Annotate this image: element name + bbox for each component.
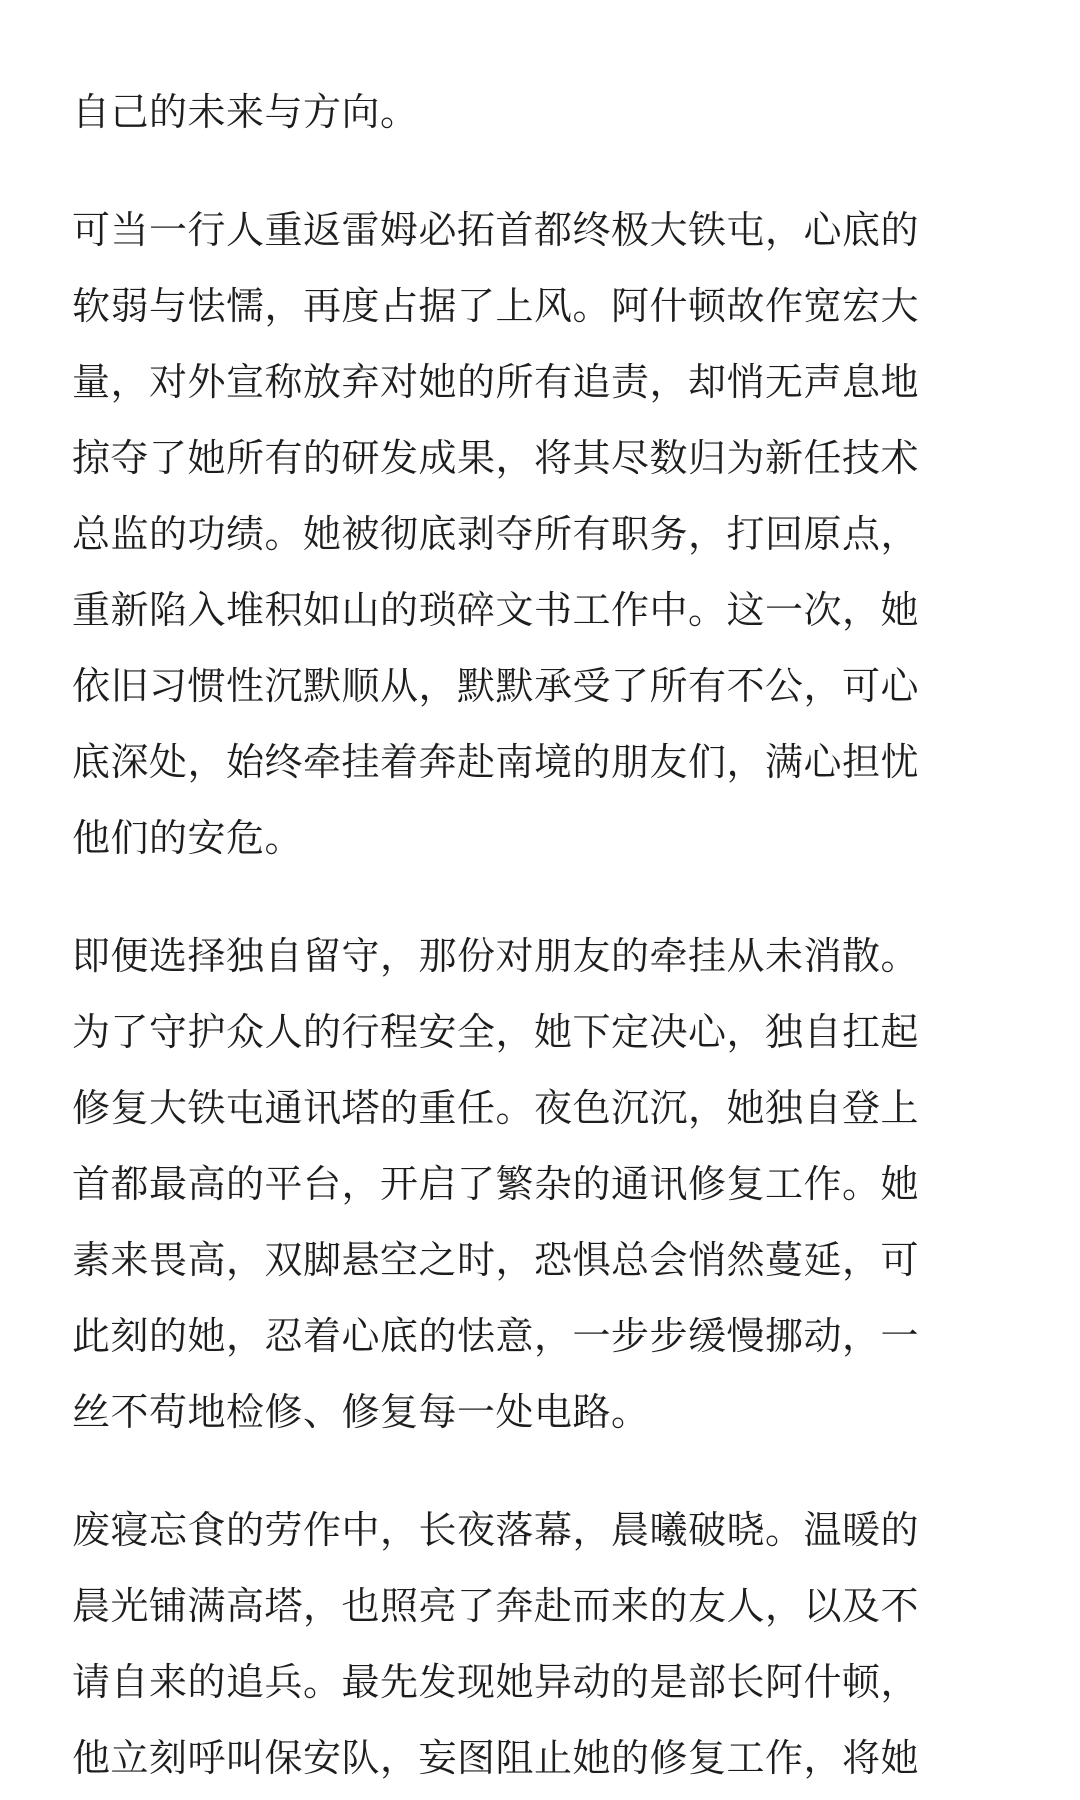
- text-line: 可当一行人重返雷姆必拓首都终极大铁屯，心底的: [72, 208, 920, 252]
- text-line: 他立刻呼叫保安队，妄图阻止她的修复工作，将她: [72, 1736, 920, 1780]
- text-line: 晨光铺满高塔，也照亮了奔赴而来的友人，以及不: [72, 1584, 920, 1628]
- text-line: 丝不苟地检修、修复每一处电路。: [72, 1390, 650, 1434]
- text-line: 掠夺了她所有的研发成果，将其尽数归为新任技术: [72, 436, 920, 480]
- paragraph-3: [72, 918, 1008, 1450]
- paragraph-2: [72, 192, 1008, 876]
- text-line: 请自来的追兵。最先发现她异动的是部长阿什顿，: [72, 1660, 920, 1704]
- text-line: 总监的功绩。她被彻底剥夺所有职务，打回原点，: [72, 512, 920, 556]
- paragraph-1: [72, 74, 1008, 150]
- text-line: 废寝忘食的劳作中，长夜落幕，晨曦破晓。温暖的: [72, 1508, 920, 1552]
- text-line: 依旧习惯性沉默顺从，默默承受了所有不公，可心: [72, 664, 920, 708]
- text-line: 底深处，始终牵挂着奔赴南境的朋友们，满心担忧: [72, 740, 920, 784]
- text-line: 此刻的她，忍着心底的怯意，一步步缓慢挪动，一: [72, 1314, 920, 1358]
- text-line: 为了守护众人的行程安全，她下定决心，独自扛起: [72, 1010, 920, 1054]
- paragraph-4: [72, 1492, 1008, 1796]
- text-line: 量，对外宣称放弃对她的所有追责，却悄无声息地: [72, 360, 920, 404]
- text-line: 即便选择独自留守，那份对朋友的牵挂从未消散。: [72, 934, 920, 978]
- text-line: 软弱与怯懦，再度占据了上风。阿什顿故作宽宏大: [72, 284, 920, 328]
- text-line: 首都最高的平台，开启了繁杂的通讯修复工作。她: [72, 1162, 920, 1206]
- text-line: 他们的安危。: [72, 816, 304, 860]
- text-line: 修复大铁屯通讯塔的重任。夜色沉沉，她独自登上: [72, 1086, 920, 1130]
- text-line: 素来畏高，双脚悬空之时，恐惧总会悄然蔓延，可: [72, 1238, 920, 1282]
- text-line: 重新陷入堆积如山的琐碎文书工作中。这一次，她: [72, 588, 920, 632]
- text-line: 自己的未来与方向。: [72, 90, 419, 134]
